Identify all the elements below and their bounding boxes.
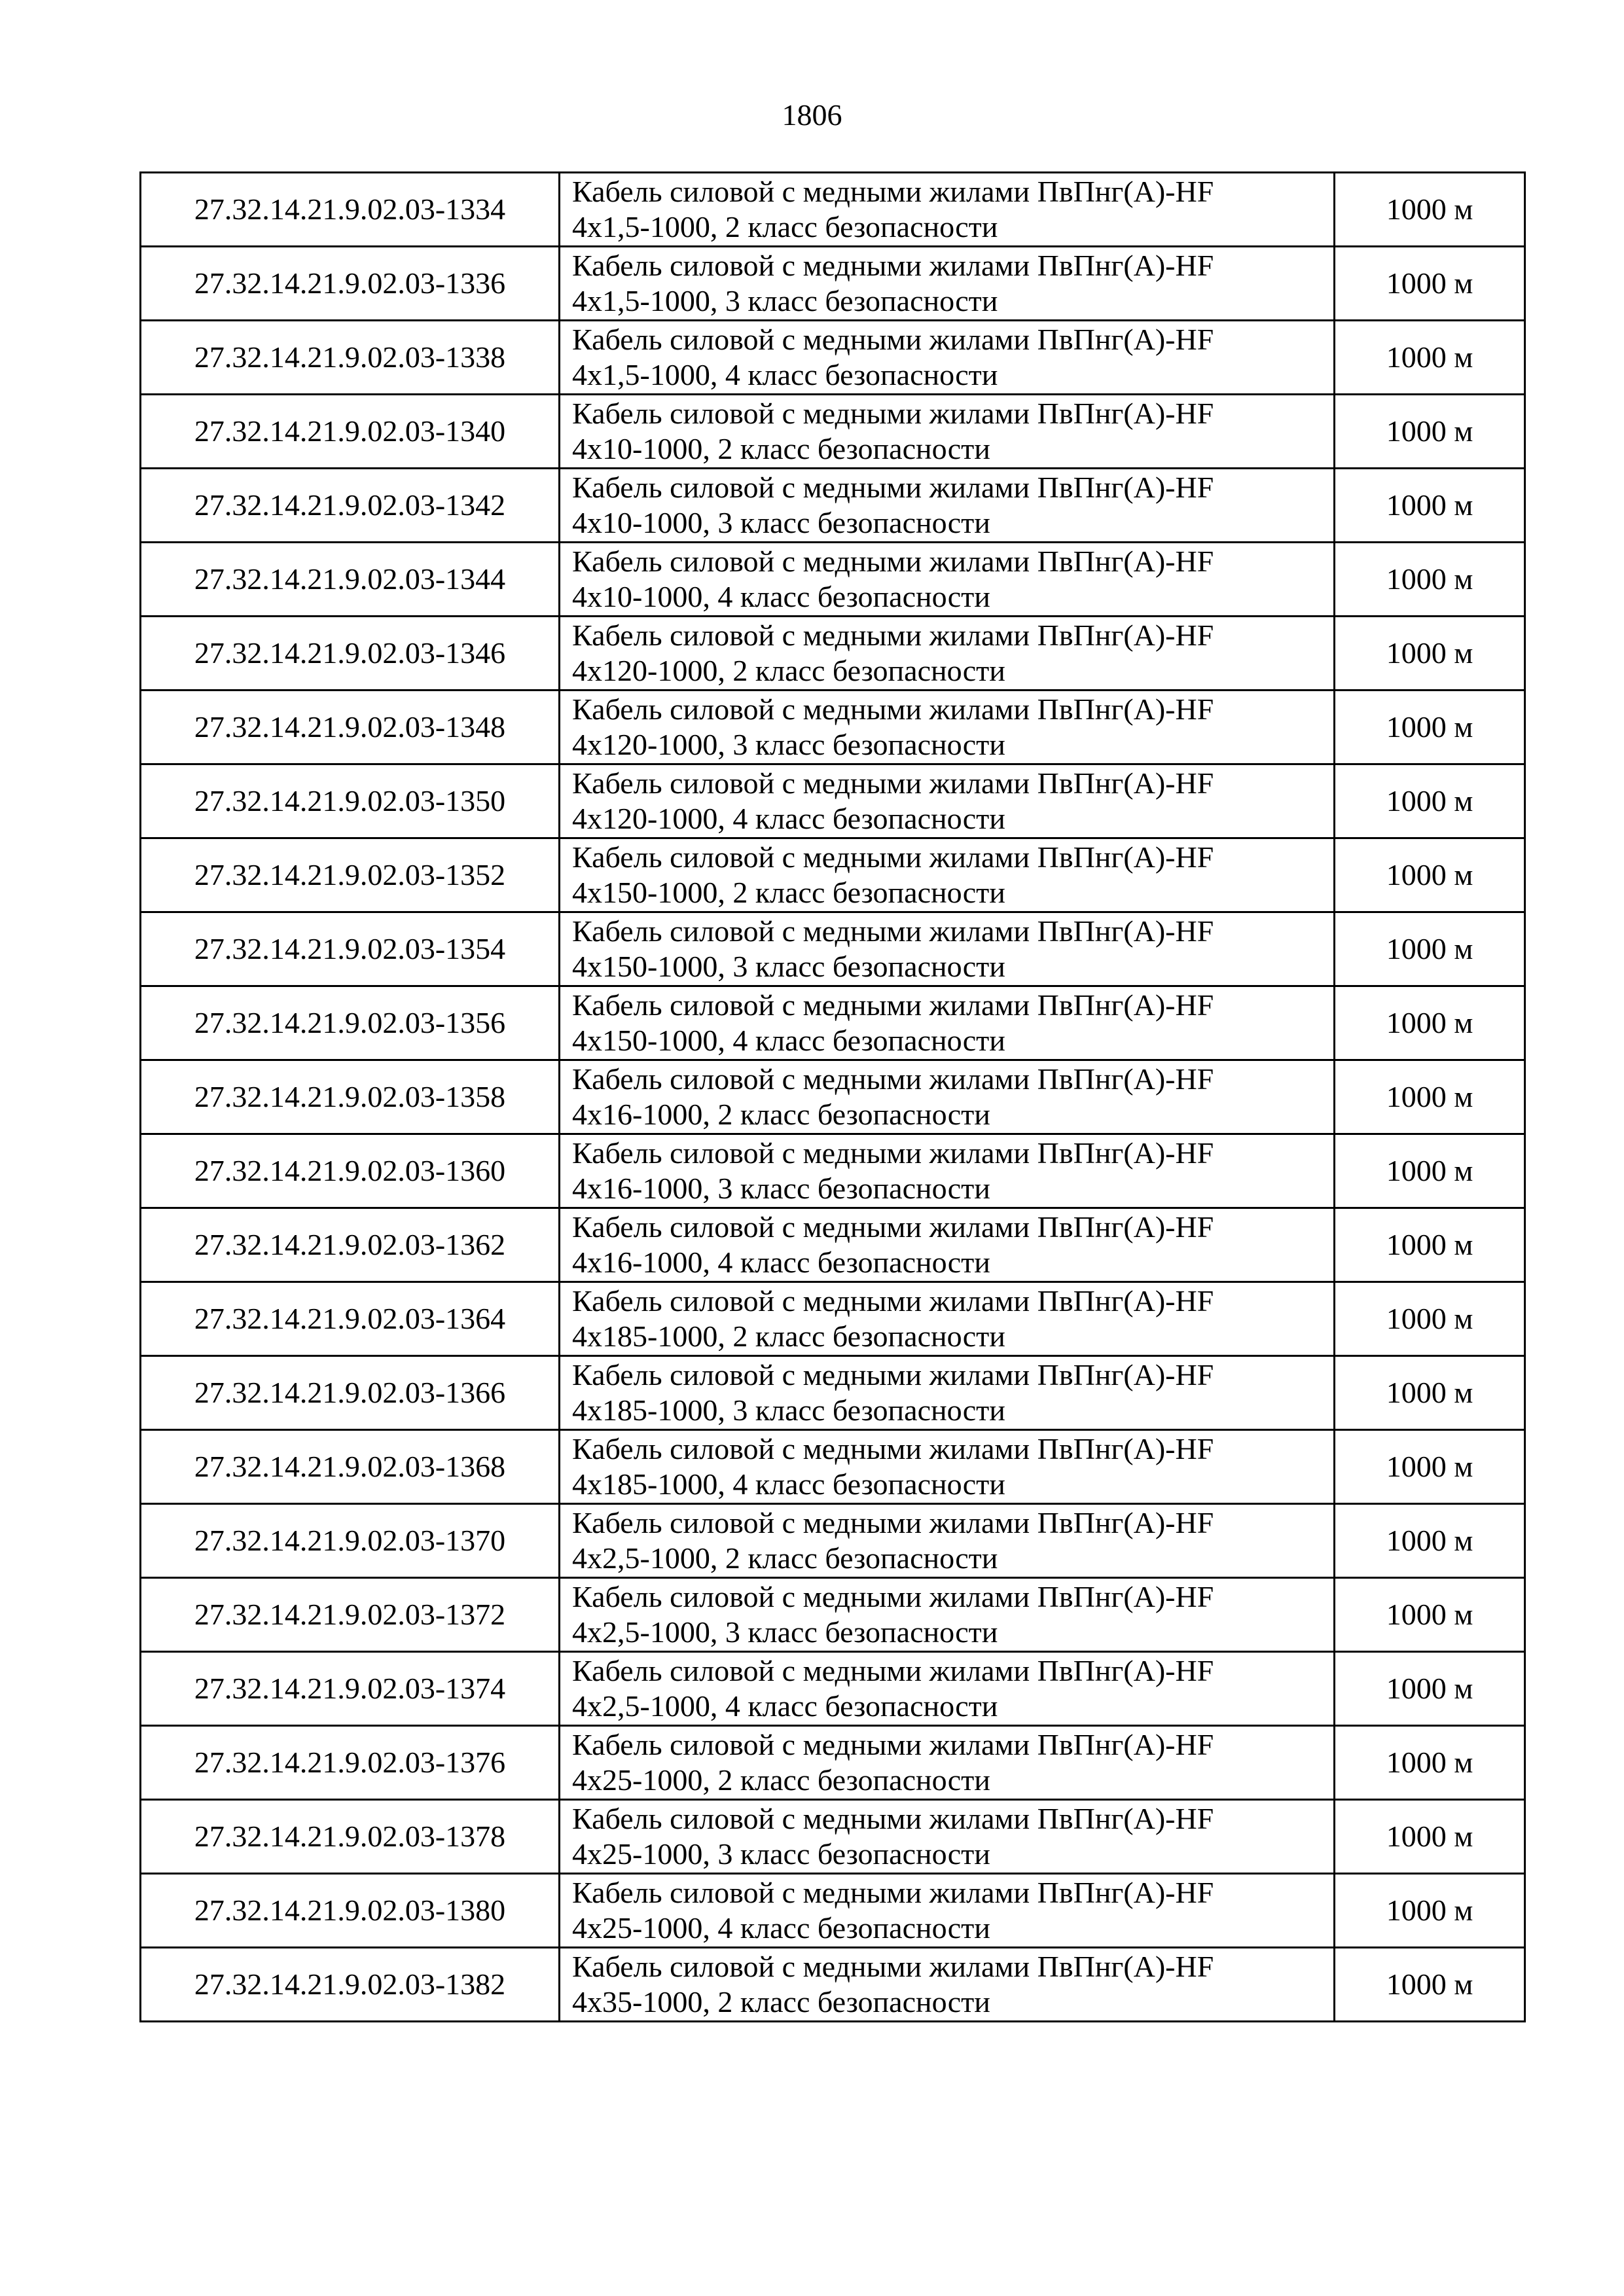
- item-name: [560, 691, 1335, 764]
- item-name: [560, 1578, 1335, 1652]
- item-code: 27.32.14.21.9.02.03-1344: [141, 543, 560, 617]
- item-name-line2: 4х1,5-1000, 4 класс безопасности: [572, 358, 998, 391]
- table-row: [141, 912, 1525, 986]
- items-table: [139, 171, 1526, 2022]
- item-name-line1: Кабель силовой с медными жилами ПвПнг(А)-HF: [572, 323, 1214, 356]
- page-number: 1806: [782, 98, 842, 132]
- item-code: 27.32.14.21.9.02.03-1376: [141, 1726, 560, 1800]
- item-unit: 1000 м: [1335, 912, 1525, 986]
- item-name-line1: Кабель силовой с медными жилами ПвПнг(А)-HF: [572, 1654, 1214, 1687]
- item-code: 27.32.14.21.9.02.03-1374: [141, 1652, 560, 1726]
- item-name-line1: Кабель силовой с медными жилами ПвПнг(А)-HF: [572, 1802, 1214, 1835]
- item-unit: 1000 м: [1335, 321, 1525, 395]
- item-unit: 1000 м: [1335, 1430, 1525, 1504]
- item-name-line2: 4х120-1000, 3 класс безопасности: [572, 728, 1005, 761]
- table-row: [141, 1430, 1525, 1504]
- item-name-line1: Кабель силовой с медными жилами ПвПнг(А)-HF: [572, 545, 1214, 578]
- item-code: 27.32.14.21.9.02.03-1356: [141, 986, 560, 1060]
- item-name-line2: 4х35-1000, 2 класс безопасности: [572, 1985, 990, 2018]
- item-code: 27.32.14.21.9.02.03-1378: [141, 1800, 560, 1874]
- table-row: [141, 173, 1525, 247]
- item-name: [560, 1282, 1335, 1356]
- item-unit: 1000 м: [1335, 1948, 1525, 2022]
- item-name: [560, 1948, 1335, 2022]
- item-unit: 1000 м: [1335, 764, 1525, 838]
- item-name: [560, 1800, 1335, 1874]
- item-unit: 1000 м: [1335, 838, 1525, 912]
- item-code: 27.32.14.21.9.02.03-1368: [141, 1430, 560, 1504]
- table-row: [141, 1874, 1525, 1948]
- item-code: 27.32.14.21.9.02.03-1342: [141, 469, 560, 543]
- item-code: 27.32.14.21.9.02.03-1350: [141, 764, 560, 838]
- item-unit: 1000 м: [1335, 1134, 1525, 1208]
- item-name-line2: 4х25-1000, 2 класс безопасности: [572, 1763, 990, 1797]
- item-code: 27.32.14.21.9.02.03-1380: [141, 1874, 560, 1948]
- item-name-line1: Кабель силовой с медными жилами ПвПнг(А)-HF: [572, 1210, 1214, 1244]
- table-row: [141, 543, 1525, 617]
- item-name: [560, 1060, 1335, 1134]
- item-name: [560, 838, 1335, 912]
- table-row: [141, 838, 1525, 912]
- item-name-line1: Кабель силовой с медными жилами ПвПнг(А)-HF: [572, 619, 1214, 652]
- item-code: 27.32.14.21.9.02.03-1346: [141, 617, 560, 691]
- table-row: [141, 469, 1525, 543]
- item-unit: 1000 м: [1335, 1208, 1525, 1282]
- table-row: [141, 617, 1525, 691]
- item-name-line2: 4х120-1000, 4 класс безопасности: [572, 802, 1005, 835]
- item-name-line1: Кабель силовой с медными жилами ПвПнг(А)-HF: [572, 914, 1214, 948]
- item-code: 27.32.14.21.9.02.03-1362: [141, 1208, 560, 1282]
- item-name: [560, 1430, 1335, 1504]
- table-row: [141, 1134, 1525, 1208]
- table-row: [141, 1208, 1525, 1282]
- item-name: [560, 764, 1335, 838]
- item-code: 27.32.14.21.9.02.03-1370: [141, 1504, 560, 1578]
- item-unit: 1000 м: [1335, 1504, 1525, 1578]
- item-name-line2: 4х150-1000, 3 класс безопасности: [572, 950, 1005, 983]
- item-unit: 1000 м: [1335, 986, 1525, 1060]
- item-name-line1: Кабель силовой с медными жилами ПвПнг(А)-HF: [572, 766, 1214, 800]
- item-name-line2: 4х2,5-1000, 2 класс безопасности: [572, 1541, 998, 1575]
- table-row: [141, 691, 1525, 764]
- item-name: [560, 912, 1335, 986]
- table-row: [141, 395, 1525, 469]
- item-name: [560, 173, 1335, 247]
- table-row: [141, 1504, 1525, 1578]
- item-name-line2: 4х25-1000, 4 класс безопасности: [572, 1911, 990, 1945]
- item-name-line1: Кабель силовой с медными жилами ПвПнг(А)-HF: [572, 1284, 1214, 1318]
- item-name-line2: 4х16-1000, 3 класс безопасности: [572, 1172, 990, 1205]
- item-name: [560, 1134, 1335, 1208]
- item-name: [560, 986, 1335, 1060]
- item-name: [560, 1208, 1335, 1282]
- item-name-line2: 4х10-1000, 4 класс безопасности: [572, 580, 990, 613]
- item-name: [560, 395, 1335, 469]
- table-row: [141, 1726, 1525, 1800]
- item-name-line1: Кабель силовой с медными жилами ПвПнг(А)-HF: [572, 840, 1214, 874]
- item-name-line2: 4х10-1000, 2 класс безопасности: [572, 432, 990, 465]
- item-code: 27.32.14.21.9.02.03-1372: [141, 1578, 560, 1652]
- item-name-line2: 4х150-1000, 2 класс безопасности: [572, 876, 1005, 909]
- item-name-line2: 4х25-1000, 3 класс безопасности: [572, 1837, 990, 1871]
- item-name-line1: Кабель силовой с медными жилами ПвПнг(А)-HF: [572, 249, 1214, 282]
- item-name-line1: Кабель силовой с медными жилами ПвПнг(А)-HF: [572, 1136, 1214, 1170]
- item-name-line1: Кабель силовой с медными жилами ПвПнг(А)-HF: [572, 692, 1214, 726]
- item-code: 27.32.14.21.9.02.03-1366: [141, 1356, 560, 1430]
- item-code: 27.32.14.21.9.02.03-1354: [141, 912, 560, 986]
- item-name-line1: Кабель силовой с медными жилами ПвПнг(А)-HF: [572, 1358, 1214, 1391]
- table-row: [141, 1652, 1525, 1726]
- item-unit: 1000 м: [1335, 395, 1525, 469]
- item-name-line2: 4х185-1000, 3 класс безопасности: [572, 1393, 1005, 1427]
- item-code: 27.32.14.21.9.02.03-1348: [141, 691, 560, 764]
- item-code: 27.32.14.21.9.02.03-1352: [141, 838, 560, 912]
- item-name-line1: Кабель силовой с медными жилами ПвПнг(А)-HF: [572, 1506, 1214, 1539]
- item-name-line2: 4х2,5-1000, 3 класс безопасности: [572, 1615, 998, 1649]
- item-name-line2: 4х1,5-1000, 2 класс безопасности: [572, 210, 998, 243]
- item-name-line1: Кабель силовой с медными жилами ПвПнг(А)-HF: [572, 175, 1214, 208]
- item-unit: 1000 м: [1335, 1060, 1525, 1134]
- item-name-line2: 4х185-1000, 2 класс безопасности: [572, 1319, 1005, 1353]
- table-row: [141, 1948, 1525, 2022]
- item-code: 27.32.14.21.9.02.03-1338: [141, 321, 560, 395]
- item-name: [560, 1356, 1335, 1430]
- item-name-line2: 4х16-1000, 4 класс безопасности: [572, 1246, 990, 1279]
- item-name: [560, 247, 1335, 321]
- item-name-line1: Кабель силовой с медными жилами ПвПнг(А)-HF: [572, 1876, 1214, 1909]
- item-name-line1: Кабель силовой с медными жилами ПвПнг(А)-HF: [572, 1950, 1214, 1983]
- item-name-line2: 4х1,5-1000, 3 класс безопасности: [572, 284, 998, 317]
- item-code: 27.32.14.21.9.02.03-1334: [141, 173, 560, 247]
- item-unit: 1000 м: [1335, 617, 1525, 691]
- item-name-line1: Кабель силовой с медными жилами ПвПнг(А)-HF: [572, 1580, 1214, 1613]
- item-name-line1: Кабель силовой с медными жилами ПвПнг(А)-HF: [572, 471, 1214, 504]
- item-name: [560, 1652, 1335, 1726]
- item-name-line2: 4х10-1000, 3 класс безопасности: [572, 506, 990, 539]
- item-unit: 1000 м: [1335, 1652, 1525, 1726]
- item-code: 27.32.14.21.9.02.03-1360: [141, 1134, 560, 1208]
- item-name-line1: Кабель силовой с медными жилами ПвПнг(А)-HF: [572, 1062, 1214, 1096]
- item-name: [560, 321, 1335, 395]
- item-code: 27.32.14.21.9.02.03-1382: [141, 1948, 560, 2022]
- item-name-line2: 4х16-1000, 2 класс безопасности: [572, 1098, 990, 1131]
- table-row: [141, 1060, 1525, 1134]
- item-name: [560, 617, 1335, 691]
- item-name-line2: 4х185-1000, 4 класс безопасности: [572, 1467, 1005, 1501]
- item-name-line1: Кабель силовой с медными жилами ПвПнг(А)-HF: [572, 1728, 1214, 1761]
- item-code: 27.32.14.21.9.02.03-1340: [141, 395, 560, 469]
- item-name-line2: 4х150-1000, 4 класс безопасности: [572, 1024, 1005, 1057]
- item-unit: 1000 м: [1335, 691, 1525, 764]
- item-unit: 1000 м: [1335, 1578, 1525, 1652]
- table-row: [141, 321, 1525, 395]
- item-unit: 1000 м: [1335, 1282, 1525, 1356]
- item-code: 27.32.14.21.9.02.03-1336: [141, 247, 560, 321]
- item-unit: 1000 м: [1335, 247, 1525, 321]
- item-name-line1: Кабель силовой с медными жилами ПвПнг(А)-HF: [572, 397, 1214, 430]
- table-row: [141, 1356, 1525, 1430]
- item-unit: 1000 м: [1335, 543, 1525, 617]
- item-unit: 1000 м: [1335, 173, 1525, 247]
- table-row: [141, 1578, 1525, 1652]
- item-name: [560, 1726, 1335, 1800]
- table-row: [141, 764, 1525, 838]
- table-row: [141, 1800, 1525, 1874]
- item-name: [560, 543, 1335, 617]
- item-unit: 1000 м: [1335, 1800, 1525, 1874]
- item-name: [560, 469, 1335, 543]
- item-unit: 1000 м: [1335, 1726, 1525, 1800]
- item-name: [560, 1874, 1335, 1948]
- table-row: [141, 1282, 1525, 1356]
- item-code: 27.32.14.21.9.02.03-1358: [141, 1060, 560, 1134]
- items-table-body: [141, 173, 1525, 2022]
- item-code: 27.32.14.21.9.02.03-1364: [141, 1282, 560, 1356]
- item-unit: 1000 м: [1335, 1356, 1525, 1430]
- item-unit: 1000 м: [1335, 469, 1525, 543]
- item-name-line1: Кабель силовой с медными жилами ПвПнг(А)-HF: [572, 1432, 1214, 1465]
- table-row: [141, 247, 1525, 321]
- item-name-line2: 4х2,5-1000, 4 класс безопасности: [572, 1689, 998, 1723]
- item-unit: 1000 м: [1335, 1874, 1525, 1948]
- item-name: [560, 1504, 1335, 1578]
- item-name-line2: 4х120-1000, 2 класс безопасности: [572, 654, 1005, 687]
- table-row: [141, 986, 1525, 1060]
- item-name-line1: Кабель силовой с медными жилами ПвПнг(А)-HF: [572, 988, 1214, 1022]
